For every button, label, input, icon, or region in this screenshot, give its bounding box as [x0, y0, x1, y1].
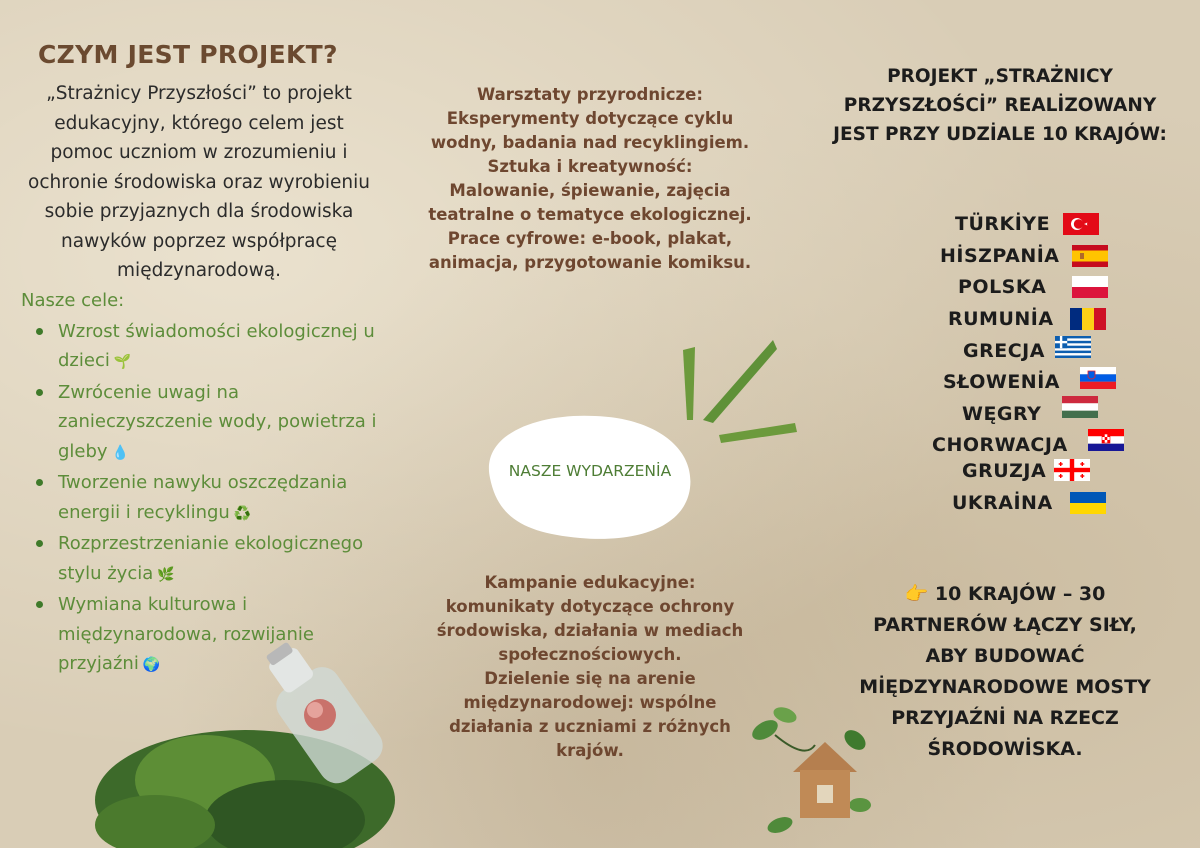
workshops-text: Eksperymenty dotyczące cyklu wodny, badania nad recyklingiem.	[430, 109, 750, 152]
flag-hungary-icon	[1062, 396, 1098, 418]
goal-item	[36, 378, 398, 469]
recycle-icon: ♻️	[233, 505, 252, 522]
digital-text: Prace cyfrowe: e-book, plakat, animacja, przygotowanie komiksu.	[428, 229, 752, 272]
goal-item	[36, 529, 398, 590]
country-turkey: TÜRKİYE	[955, 213, 1051, 235]
flag-ukraine-icon	[1070, 492, 1106, 514]
goals-list	[18, 317, 398, 681]
bottle-moss-illustration	[95, 630, 425, 848]
country-croatia: CHORWACJA	[932, 434, 1068, 456]
goal-text: Tworzenie nawyku oszczędzania energii i recyklingu	[58, 472, 348, 523]
goal-item	[36, 468, 398, 529]
sprout-icon: 🌱	[113, 354, 132, 370]
droplet-icon: 💧	[111, 444, 130, 461]
goal-text: Wymiana kulturowa i międzynarodowa, rozwijanie przyjaźni	[58, 594, 314, 674]
pointing-hand-icon: 👉	[904, 583, 929, 605]
left-column	[18, 40, 398, 681]
goals-heading: Nasze cele:	[21, 289, 125, 311]
country-slovenia: SŁOWENİA	[943, 371, 1060, 393]
events-label: NASZE WYDARZENİA	[508, 462, 672, 480]
events-top-text	[425, 83, 755, 275]
partners-statement	[850, 579, 1160, 765]
workshops-heading: Warsztaty przyrodnicze:	[477, 85, 703, 104]
flag-poland-icon	[1072, 276, 1108, 298]
countries-heading: PROJEKT „STRAŻNICY PRZYSZŁOŚCİ” REALİZOWANY JEST PRZY UDZİALE 10 KRAJÓW:	[833, 66, 1167, 145]
goal-text: Wzrost świadomości ekologicznej u dzieci	[58, 320, 375, 371]
partners-text: 10 KRAJÓW – 30 PARTNERÓW ŁĄCZY SIŁY, ABY BUDOWAĆ MİĘDZYNARODOWE MOSTY PRZYJAŹNİ NA RZECZ ŚRODOWİSKA.	[859, 583, 1151, 760]
art-heading: Sztuka i kreatywność:	[487, 157, 693, 176]
intro-paragraph: „Strażnicy Przyszłości” to projekt edukacyjny, którego celem jest pomoc uczniom w zrozumieniu i ochronie środowiska oraz wyrobieniu sobie przyjaznych dla środowiska nawyków poprzez współpracę międzynarodową.	[28, 83, 370, 281]
flag-spain-icon	[1072, 245, 1108, 267]
flag-turkey-icon	[1063, 213, 1099, 235]
flag-romania-icon	[1070, 308, 1106, 330]
goal-text: Rozprzestrzenianie ekologicznego stylu życia	[58, 533, 364, 584]
country-ukraine: UKRAİNA	[952, 492, 1053, 514]
country-poland: POLSKA	[958, 276, 1047, 298]
campaigns-heading: Kampanie edukacyjne:	[484, 573, 696, 592]
campaigns-text: komunikaty dotyczące ochrony środowiska, działania w mediach społecznościowych.	[436, 597, 744, 664]
art-text: Malowanie, śpiewanie, zajęcia teatralne o tematyce ekologicznej.	[428, 181, 752, 224]
country-greece: GRECJA	[963, 340, 1045, 362]
globe-icon: 🌍	[142, 657, 161, 673]
international-text: Dzielenie się na arenie międzynarodowej: wspólne działania z uczniami z różnych krajów.	[449, 669, 731, 760]
goal-item	[36, 317, 398, 378]
goal-text: Zwrócenie uwagi na zanieczyszczenie wody, powietrza i gleby	[58, 381, 377, 462]
flag-greece-icon	[1055, 336, 1091, 358]
country-romania: RUMUNİA	[948, 308, 1054, 330]
herb-icon: 🌿	[157, 566, 175, 583]
country-spain: HİSZPANİA	[940, 245, 1060, 267]
country-hungary: WĘGRY	[962, 403, 1042, 425]
flag-croatia-icon	[1088, 429, 1124, 451]
flag-slovenia-icon	[1080, 367, 1116, 389]
events-bottom-text	[425, 571, 755, 763]
section-title: CZYM JEST PROJEKT?	[38, 40, 338, 69]
flag-georgia-icon	[1054, 459, 1090, 481]
country-georgia: GRUZJA	[962, 460, 1047, 482]
